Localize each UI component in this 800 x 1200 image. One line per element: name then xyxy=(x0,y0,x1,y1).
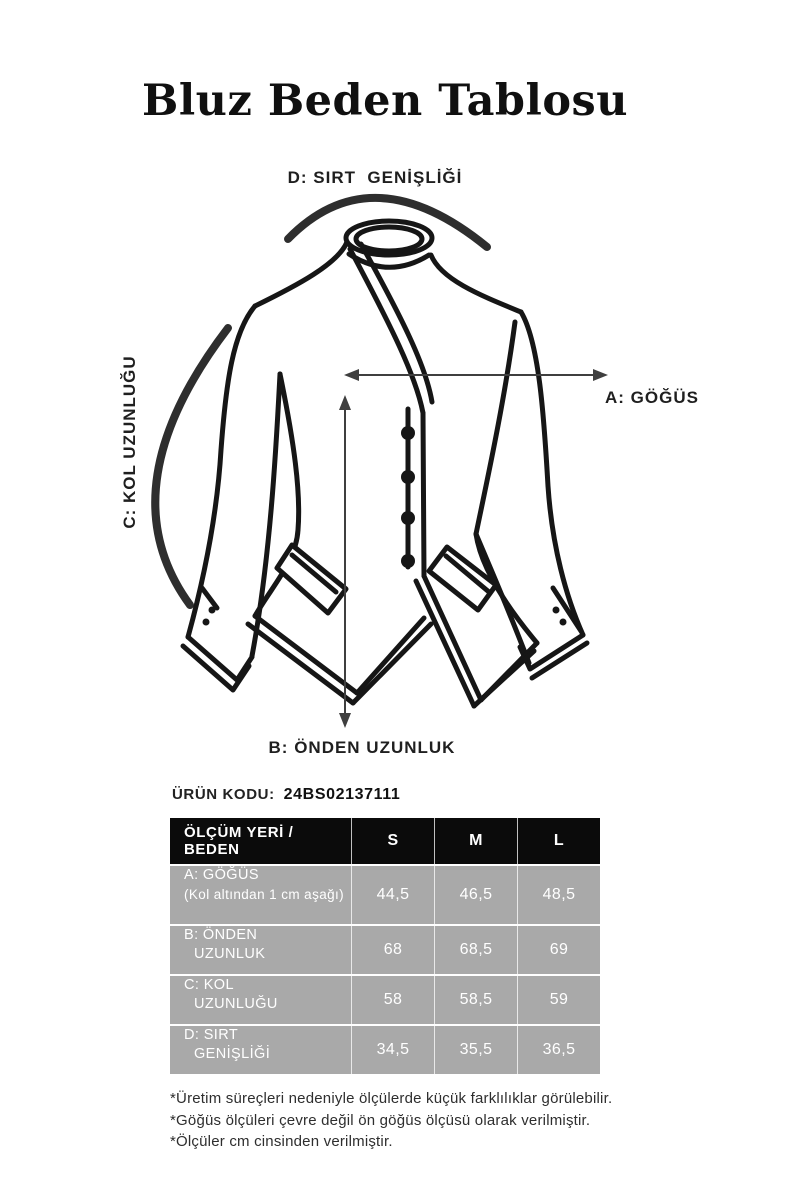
header-size-s: S xyxy=(352,818,435,864)
row-label: A: GÖĞÜS xyxy=(184,867,259,883)
row-label: B: ÖNDEN xyxy=(184,927,258,943)
row-sublabel: UZUNLUĞU xyxy=(194,996,278,1012)
product-code xyxy=(172,786,400,804)
page-title: Bluz Beden Tablosu xyxy=(142,76,628,126)
button xyxy=(401,470,415,484)
garment-measurement-figure xyxy=(100,160,700,760)
cell-value: 46,5 xyxy=(435,866,518,924)
header-size-m: M xyxy=(435,818,518,864)
chest-width-arrow xyxy=(344,369,608,381)
row-sublabel: GENİŞLİĞİ xyxy=(194,1046,271,1062)
cell-value: 68 xyxy=(352,926,435,974)
footnote-units: *Ölçüler cm cinsinden verilmiştir. xyxy=(170,1133,393,1150)
sleeve-length-arc xyxy=(155,328,228,605)
front-length-label: B: ÖNDEN UZUNLUK xyxy=(268,738,456,757)
row-label: C: KOL xyxy=(184,977,234,993)
cell-value: 44,5 xyxy=(352,866,435,924)
cell-value: 48,5 xyxy=(542,886,576,903)
size-table-header xyxy=(170,818,600,864)
size-table xyxy=(170,818,600,1074)
footnote-chest: *Göğüs ölçüleri çevre değil ön göğüs ölçüsü olarak verilmiştir. xyxy=(170,1111,591,1129)
table-row-sleeve-length xyxy=(170,976,600,1024)
button xyxy=(401,511,415,525)
footnote-production: *Üretim süreçleri nedeniyle ölçülerde küçük farklılıklar görülebilir. xyxy=(170,1090,613,1107)
product-code-label: ÜRÜN KODU: xyxy=(172,786,275,803)
row-sublabel: (Kol altından 1 cm aşağı) xyxy=(184,887,345,902)
cell-value: 58,5 xyxy=(435,976,518,1024)
button xyxy=(401,554,415,568)
sleeve-length-label: C: KOL UZUNLUĞU xyxy=(120,355,139,529)
cell-value: 34,5 xyxy=(352,1026,435,1074)
jacket-line-drawing xyxy=(100,160,700,760)
row-sublabel: UZUNLUK xyxy=(194,946,266,962)
cell-value: 58 xyxy=(352,976,435,1024)
button xyxy=(401,426,415,440)
chest-label: A: GÖĞÜS xyxy=(605,388,699,407)
table-row-front-length xyxy=(170,926,600,974)
cell-value: 69 xyxy=(549,941,569,958)
table-row-chest xyxy=(170,866,600,924)
cell-value: 68,5 xyxy=(435,926,518,974)
footnotes xyxy=(170,1088,750,1153)
header-measure: ÖLÇÜM YERİ / BEDEN xyxy=(170,818,352,864)
header-size-l: L xyxy=(553,832,565,849)
cell-value: 35,5 xyxy=(435,1026,518,1074)
back-width-label: D: SIRT GENİŞLİĞİ xyxy=(287,168,463,187)
left-pocket-flap xyxy=(277,545,346,613)
table-row-back-width xyxy=(170,1026,600,1074)
cell-value: 36,5 xyxy=(542,1041,576,1058)
cell-value: 59 xyxy=(549,991,569,1008)
product-code-value: 24BS02137111 xyxy=(283,786,401,803)
row-label: D: SIRT xyxy=(184,1027,239,1043)
